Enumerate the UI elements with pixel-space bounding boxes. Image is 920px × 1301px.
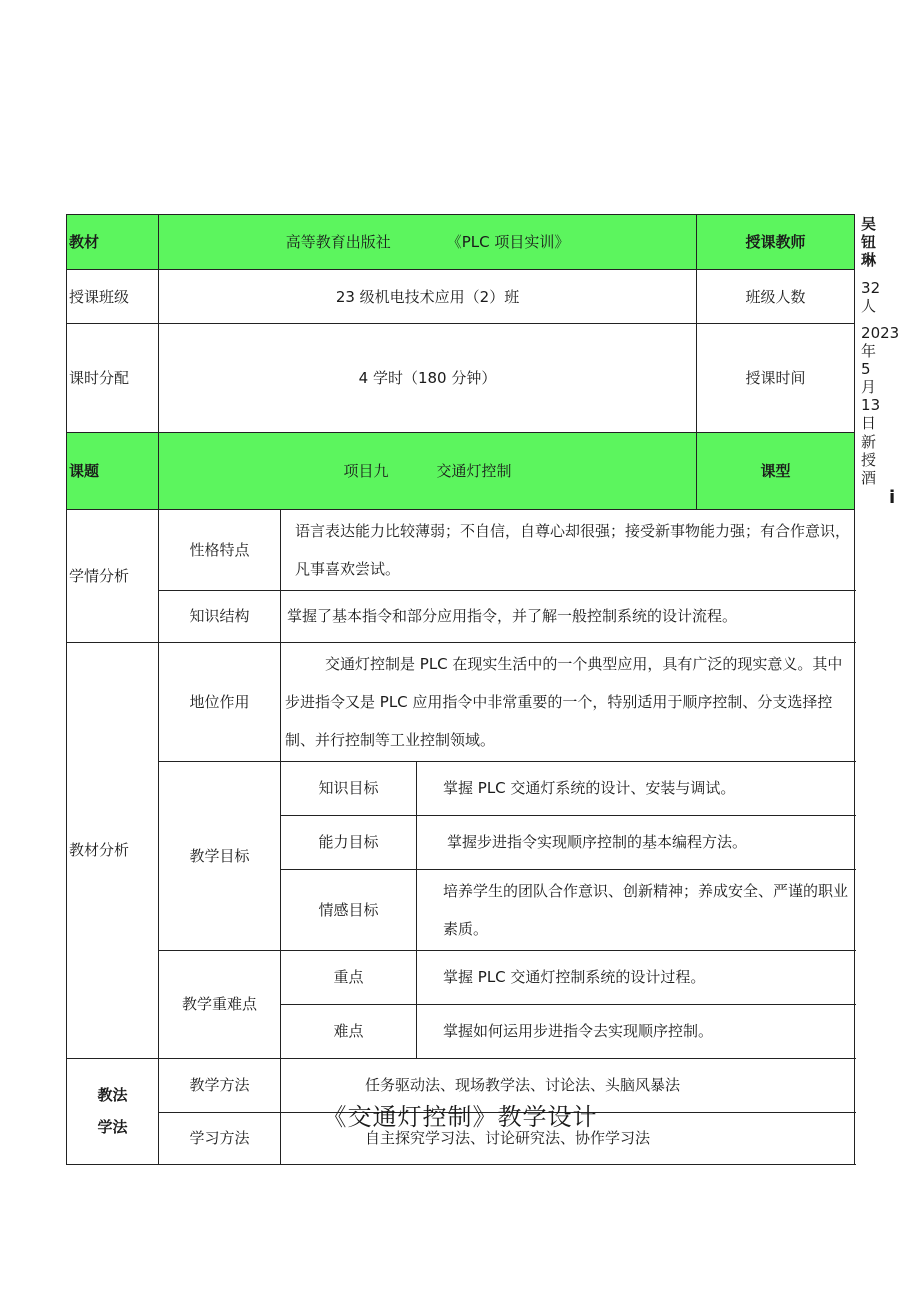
goal-label-knowledge: 知识目标 [281,761,417,815]
topic-value [159,433,697,510]
key-point-label: 重点 [281,950,417,1004]
personality-text: 语言表达能力比较薄弱；不自信，自尊心却很强；接受新事物能力强；有合作意识，凡事喜欢尝试。 [281,509,855,590]
textbook-value [159,215,697,270]
topic-name: 交通灯控制 [436,461,512,480]
topic-label: 课题 [67,433,159,510]
learning-method-label: 学习方法 [159,1112,281,1164]
textbook-title: 《PLC 项目实训》 [446,233,570,251]
difficult-point-label: 难点 [281,1004,417,1058]
document-title: 《交通灯控制》教学设计 [322,1103,598,1131]
position-text [281,642,855,761]
date-label: 授课时间 [697,324,855,433]
lesson-type-text: 新授酒 [861,433,877,487]
teacher-label: 授课教师 [697,215,855,270]
teaching-method-label: 教学方法 [159,1058,281,1112]
lesson-type-label: 课型 [697,433,855,510]
knowledge-structure-text: 掌握了基本指令和部分应用指令，并了解一般控制系统的设计流程。 [281,590,855,642]
material-analysis-label: 教材分析 [67,642,159,1058]
learning-method-text: 自主探究学习法、讨论研究法、协作学习法 [281,1112,855,1164]
key-point-text: 掌握 PLC 交通灯控制系统的设计过程。 [417,950,855,1004]
methods-label-line2: 学法 [97,1118,128,1137]
topic-project: 项目九 [343,461,389,480]
textbook-label: 教材 [67,215,159,270]
methods-label-line1: 教法 [97,1086,128,1105]
knowledge-structure-label: 知识结构 [159,590,281,642]
goal-text-knowledge: 掌握 PLC 交通灯系统的设计、安装与调试。 [417,761,855,815]
lesson-plan-table: 教材 高等教育出版社 《PLC 项目实训》 授课教师 吴钮琳 授课班级 23 级机电技术应用（2）班 班级人数 32 人 课时分配 4 学时（180 分钟） 授课时间 2023 年 5 月 13 日 课题 项目九 交通灯控制 课型 新授酒i 学情分析 性格特点 语言表达能力比较薄弱；不自信，自尊心却很强；接受新事物能力强；有合作意识，凡事喜欢尝试。 知识结构 掌握了基本指令和部分应用指令，并了解一般控制系统的设计流程。 教材分析 地位作用 交通灯控制是 PLC 在现实生活中的一个典型应用，具有广泛的现实意义。其中步进指令又是 PLC 应用指令中非常重要的一个，特别适用于顺序控制、分支选择控制、并行控制等工业控制领域。 教学目标 知识目标 掌握 PLC 交通灯系统的设计、安装与调试。 能力目标 掌握步进指令实现顺序控制的基本编程方法。 情感目标 培养学生的团队合作意识、创新精神；养成安全、严谨的职业素质。 教学重难点 重点 掌握 PLC 交通灯控制系统的设计过程。 难点 掌握如何运用步进指令去实现顺序控制。 教法 学法 教学方法 任务驱动法、现场教学法、讨论法、头脑风暴法 学习方法 自主探究学习法、讨论研究法、协作学习法 [66,214,855,1165]
teaching-goals-label: 教学目标 [159,761,281,950]
textbook-publisher: 高等教育出版社 [285,233,391,251]
hours-value: 4 学时（180 分钟） [159,324,697,433]
position-paragraph: 交通灯控制是 PLC 在现实生活中的一个典型应用，具有广泛的现实意义。其中步进指令又是 PLC 应用指令中非常重要的一个，特别适用于顺序控制、分支选择控制、并行控制等工业控制领域。 [285,654,843,749]
personality-label: 性格特点 [159,509,281,590]
class-label: 授课班级 [67,270,159,324]
teaching-method-text: 任务驱动法、现场教学法、讨论法、头脑风暴法 [281,1058,855,1112]
hours-label: 课时分配 [67,324,159,433]
goal-label-ability: 能力目标 [281,815,417,869]
key-difficult-points-label: 教学重难点 [159,950,281,1058]
class-value: 23 级机电技术应用（2）班 [159,270,697,324]
class-count-label: 班级人数 [697,270,855,324]
lesson-type-mark: i [889,487,896,508]
difficult-point-text: 掌握如何运用步进指令去实现顺序控制。 [417,1004,855,1058]
goal-label-emotion: 情感目标 [281,869,417,950]
goal-text-ability: 掌握步进指令实现顺序控制的基本编程方法。 [417,815,855,869]
student-analysis-label: 学情分析 [67,509,159,642]
position-label: 地位作用 [159,642,281,761]
goal-text-emotion: 培养学生的团队合作意识、创新精神；养成安全、严谨的职业素质。 [417,869,855,950]
